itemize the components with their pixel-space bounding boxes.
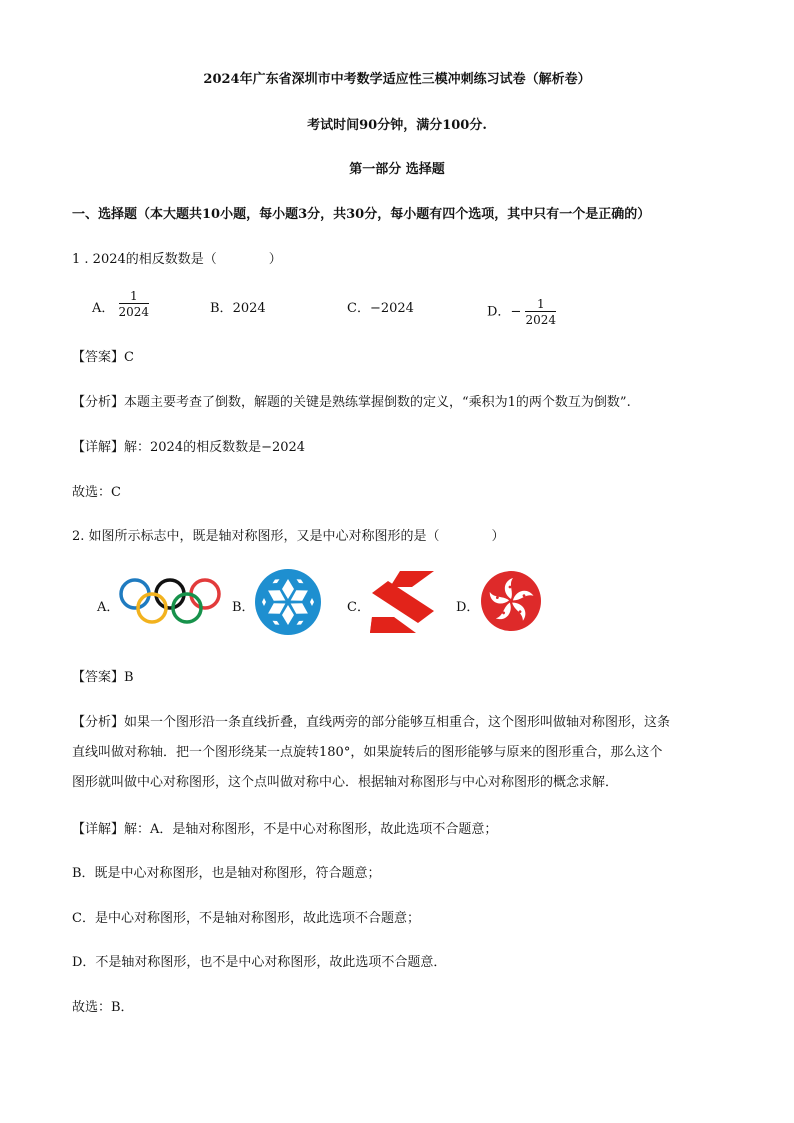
q2-detail-c: C．是中心对称图形，不是轴对称图形，故此选项不合题意； (72, 911, 420, 926)
option-value: −2024 (369, 301, 414, 316)
q2-answer: 【答案】B (72, 670, 134, 685)
part-heading: 第一部分 选择题 (349, 162, 445, 177)
q1-detail: 【详解】解：2024的相反数数是−2024 (72, 440, 306, 455)
document-title: 2024年广东省深圳市中考数学适应性三模冲刺练习试卷（解析卷） (203, 72, 591, 87)
fraction-numerator: 1 (536, 297, 545, 311)
q2-choice: 故选：B． (72, 1000, 134, 1015)
fraction-numerator: 1 (129, 288, 138, 303)
fraction (119, 289, 150, 319)
exam-info: 考试时间90分钟，满分100分. (307, 118, 487, 133)
q2-option-d-label: D． (456, 600, 480, 615)
q2-stem: 2. 如图所示标志中，既是轴对称图形，又是中心对称图形的是（ ） (72, 529, 505, 544)
q2-option-a-label: A． (97, 600, 120, 615)
option-label: B． (210, 301, 233, 316)
option-label: D． (487, 304, 511, 320)
q1-option-a (92, 288, 150, 319)
olympic-rings-icon (118, 575, 222, 627)
section-heading: 一、选择题（本大题共10小题，每小题3分，共30分，每小题有四个选项，其中只有一个是正确的） (72, 207, 651, 222)
q1-choice: 故选：C (72, 485, 121, 500)
q1-option-d (487, 297, 556, 327)
suzuki-s-icon (370, 571, 436, 633)
q1-answer: 【答案】C (72, 350, 134, 365)
fraction-denominator: 2024 (525, 313, 557, 327)
q2-detail-a: 【详解】解：A．是轴对称图形，不是中心对称图形，故此选项不合题意； (72, 822, 498, 837)
option-label: C． (347, 301, 370, 316)
minus-sign: − (510, 304, 522, 320)
q1-analysis: 【分析】本题主要考查了倒数，解题的关键是熟练掌握倒数的定义，“乘积为1的两个数互为倒数”. (72, 395, 631, 410)
fraction (525, 297, 556, 327)
q2-detail-b: B．既是中心对称图形，也是轴对称图形，符合题意； (72, 866, 381, 881)
q1-option-b (210, 297, 266, 316)
q2-analysis-line3: 图形就叫做中心对称图形，这个点叫做对称中心．根据轴对称图形与中心对称图形的概念求解． (72, 775, 619, 790)
bauhinia-icon (480, 570, 542, 632)
q1-option-c (347, 297, 414, 316)
q2-option-b-label: B． (232, 600, 255, 615)
q2-option-c-label: C． (347, 600, 370, 615)
q1-stem: 1 . 2024的相反数数是（ ） (72, 252, 282, 267)
option-value: 2024 (232, 301, 266, 316)
q2-detail-d: D．不是轴对称图形，也不是中心对称图形，故此选项不合题意． (72, 955, 447, 970)
option-label: A． (92, 301, 115, 316)
q2-analysis-line2: 直线叫做对称轴．把一个图形绕某一点旋转180°，如果旋转后的图形能够与原来的图形重合，那么这个 (72, 745, 663, 760)
fraction-denominator: 2024 (118, 304, 150, 319)
q2-analysis-line1: 【分析】如果一个图形沿一条直线折叠，直线两旁的部分能够互相重合，这个图形叫做轴对称图形，这条 (72, 715, 671, 730)
snowflake-cube-icon (254, 568, 322, 636)
